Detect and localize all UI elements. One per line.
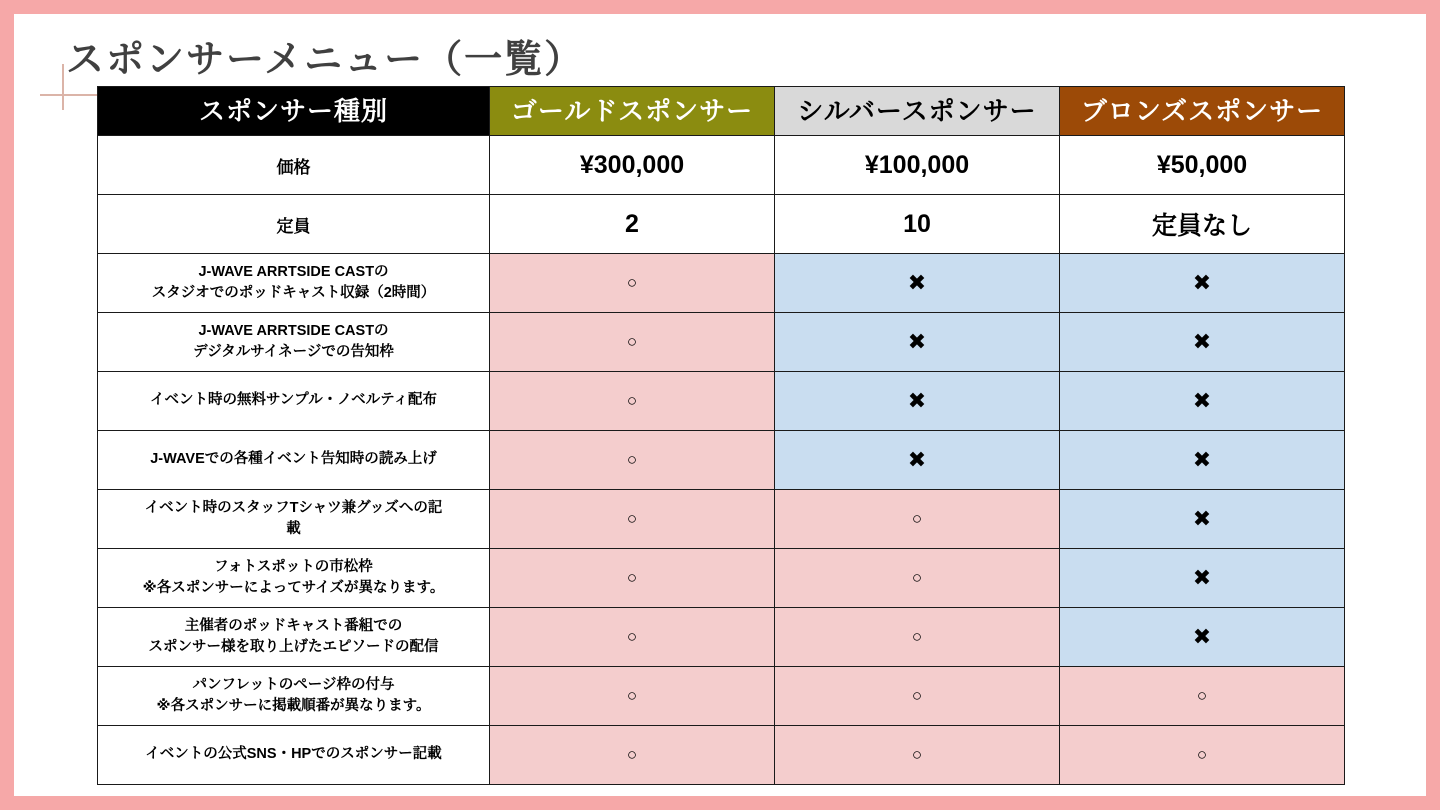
cross-icon: ✖ (1192, 565, 1212, 590)
table-row (98, 313, 1345, 372)
table-row (98, 431, 1345, 490)
row-label-line1: イベント時のスタッフTシャツ兼グッズへの記 (144, 499, 443, 516)
cell-gold-mark (490, 490, 775, 549)
cell-bronze-mark (1060, 313, 1345, 372)
table-row (98, 608, 1345, 667)
table-header-row (98, 87, 1345, 136)
row-label-line1: イベントの公式SNS・HPでのスポンサー記載 (145, 746, 442, 763)
row-label-line2: スタジオでのポッドキャスト収録（2時間） (151, 285, 436, 301)
row-label-line1: J-WAVEでの各種イベント告知時の読み上げ (150, 451, 437, 468)
cross-icon: ✖ (907, 447, 927, 472)
cross-icon: ✖ (1192, 270, 1212, 295)
circle-icon: ○ (626, 273, 638, 292)
cross-icon: ✖ (907, 388, 927, 413)
row-label-capacity: 定員 (98, 195, 490, 254)
table-row (98, 372, 1345, 431)
table-row-price (98, 136, 1345, 195)
circle-icon: ○ (626, 450, 638, 469)
circle-icon: ○ (911, 509, 923, 528)
cell-silver-mark (775, 313, 1060, 372)
cell-gold-mark (490, 372, 775, 431)
accent-vertical-line (62, 64, 64, 110)
cell-gold-mark (490, 254, 775, 313)
row-label (98, 667, 490, 726)
row-label-line1: フォトスポットの市松枠 (214, 558, 373, 575)
column-header-bronze: ブロンズスポンサー (1060, 87, 1345, 136)
capacity-gold: 2 (490, 195, 775, 254)
row-label (98, 372, 490, 431)
price-gold: ¥300,000 (490, 136, 775, 195)
cross-icon: ✖ (1192, 388, 1212, 413)
row-label-line2: ※各スポンサーに掲載順番が異なります。 (156, 698, 431, 714)
row-label-line1: 主催者のポッドキャスト番組での (184, 617, 403, 634)
circle-icon: ○ (626, 391, 638, 410)
page-title: スポンサーメニュー（一覧） (66, 39, 585, 81)
row-label-line1: J-WAVE ARRTSIDE CASTの (198, 263, 389, 280)
row-label (98, 254, 490, 313)
cross-icon: ✖ (1192, 624, 1212, 649)
circle-icon: ○ (1196, 686, 1208, 705)
circle-icon: ○ (626, 509, 638, 528)
cross-icon: ✖ (1192, 447, 1212, 472)
row-label (98, 490, 490, 549)
sponsor-menu-table (97, 86, 1345, 785)
capacity-silver: 10 (775, 195, 1060, 254)
cell-gold-mark (490, 313, 775, 372)
cross-icon: ✖ (1192, 506, 1212, 531)
cell-gold-mark (490, 608, 775, 667)
row-label-line1: J-WAVE ARRTSIDE CASTの (198, 322, 389, 339)
row-label-price: 価格 (98, 136, 490, 195)
row-label (98, 608, 490, 667)
table-row (98, 726, 1345, 785)
circle-icon: ○ (911, 686, 923, 705)
table-row (98, 549, 1345, 608)
cell-silver-mark (775, 608, 1060, 667)
table-row-capacity (98, 195, 1345, 254)
cell-bronze-mark (1060, 726, 1345, 785)
row-label-line1: パンフレットのページ枠の付与 (192, 676, 395, 693)
cross-icon: ✖ (907, 270, 927, 295)
cell-gold-mark (490, 431, 775, 490)
circle-icon: ○ (911, 568, 923, 587)
cell-gold-mark (490, 549, 775, 608)
cell-bronze-mark (1060, 549, 1345, 608)
cross-icon: ✖ (1192, 329, 1212, 354)
cell-silver-mark (775, 726, 1060, 785)
circle-icon: ○ (626, 332, 638, 351)
table-row (98, 254, 1345, 313)
slide-canvas (14, 14, 1426, 796)
row-label-line2: デジタルサイネージでの告知枠 (193, 344, 394, 360)
column-header-gold: ゴールドスポンサー (490, 87, 775, 136)
cell-gold-mark (490, 726, 775, 785)
circle-icon: ○ (626, 686, 638, 705)
column-header-type: スポンサー種別 (98, 87, 490, 136)
table-row (98, 490, 1345, 549)
cell-silver-mark (775, 667, 1060, 726)
column-header-silver: シルバースポンサー (775, 87, 1060, 136)
row-label-line2: スポンサー様を取り上げたエピソードの配信 (148, 639, 439, 655)
row-label-line1: イベント時の無料サンプル・ノベルティ配布 (150, 392, 437, 409)
row-label (98, 726, 490, 785)
cell-bronze-mark (1060, 667, 1345, 726)
circle-icon: ○ (626, 568, 638, 587)
cross-icon: ✖ (907, 329, 927, 354)
table-row (98, 667, 1345, 726)
row-label (98, 431, 490, 490)
cell-bronze-mark (1060, 608, 1345, 667)
cell-silver-mark (775, 549, 1060, 608)
cell-silver-mark (775, 372, 1060, 431)
circle-icon: ○ (626, 745, 638, 764)
cell-bronze-mark (1060, 431, 1345, 490)
cell-gold-mark (490, 667, 775, 726)
row-label-line2: ※各スポンサーによってサイズが異なります。 (142, 580, 445, 596)
price-silver: ¥100,000 (775, 136, 1060, 195)
circle-icon: ○ (626, 627, 638, 646)
cell-bronze-mark (1060, 490, 1345, 549)
row-label (98, 313, 490, 372)
circle-icon: ○ (911, 627, 923, 646)
cell-silver-mark (775, 431, 1060, 490)
sponsor-menu-table-wrap (97, 86, 1344, 785)
cell-bronze-mark (1060, 372, 1345, 431)
circle-icon: ○ (1196, 745, 1208, 764)
cell-silver-mark (775, 254, 1060, 313)
row-label-line2: 載 (286, 521, 301, 537)
capacity-bronze: 定員なし (1060, 195, 1345, 254)
cell-bronze-mark (1060, 254, 1345, 313)
price-bronze: ¥50,000 (1060, 136, 1345, 195)
row-label (98, 549, 490, 608)
circle-icon: ○ (911, 745, 923, 764)
table-body (98, 136, 1345, 785)
cell-silver-mark (775, 490, 1060, 549)
